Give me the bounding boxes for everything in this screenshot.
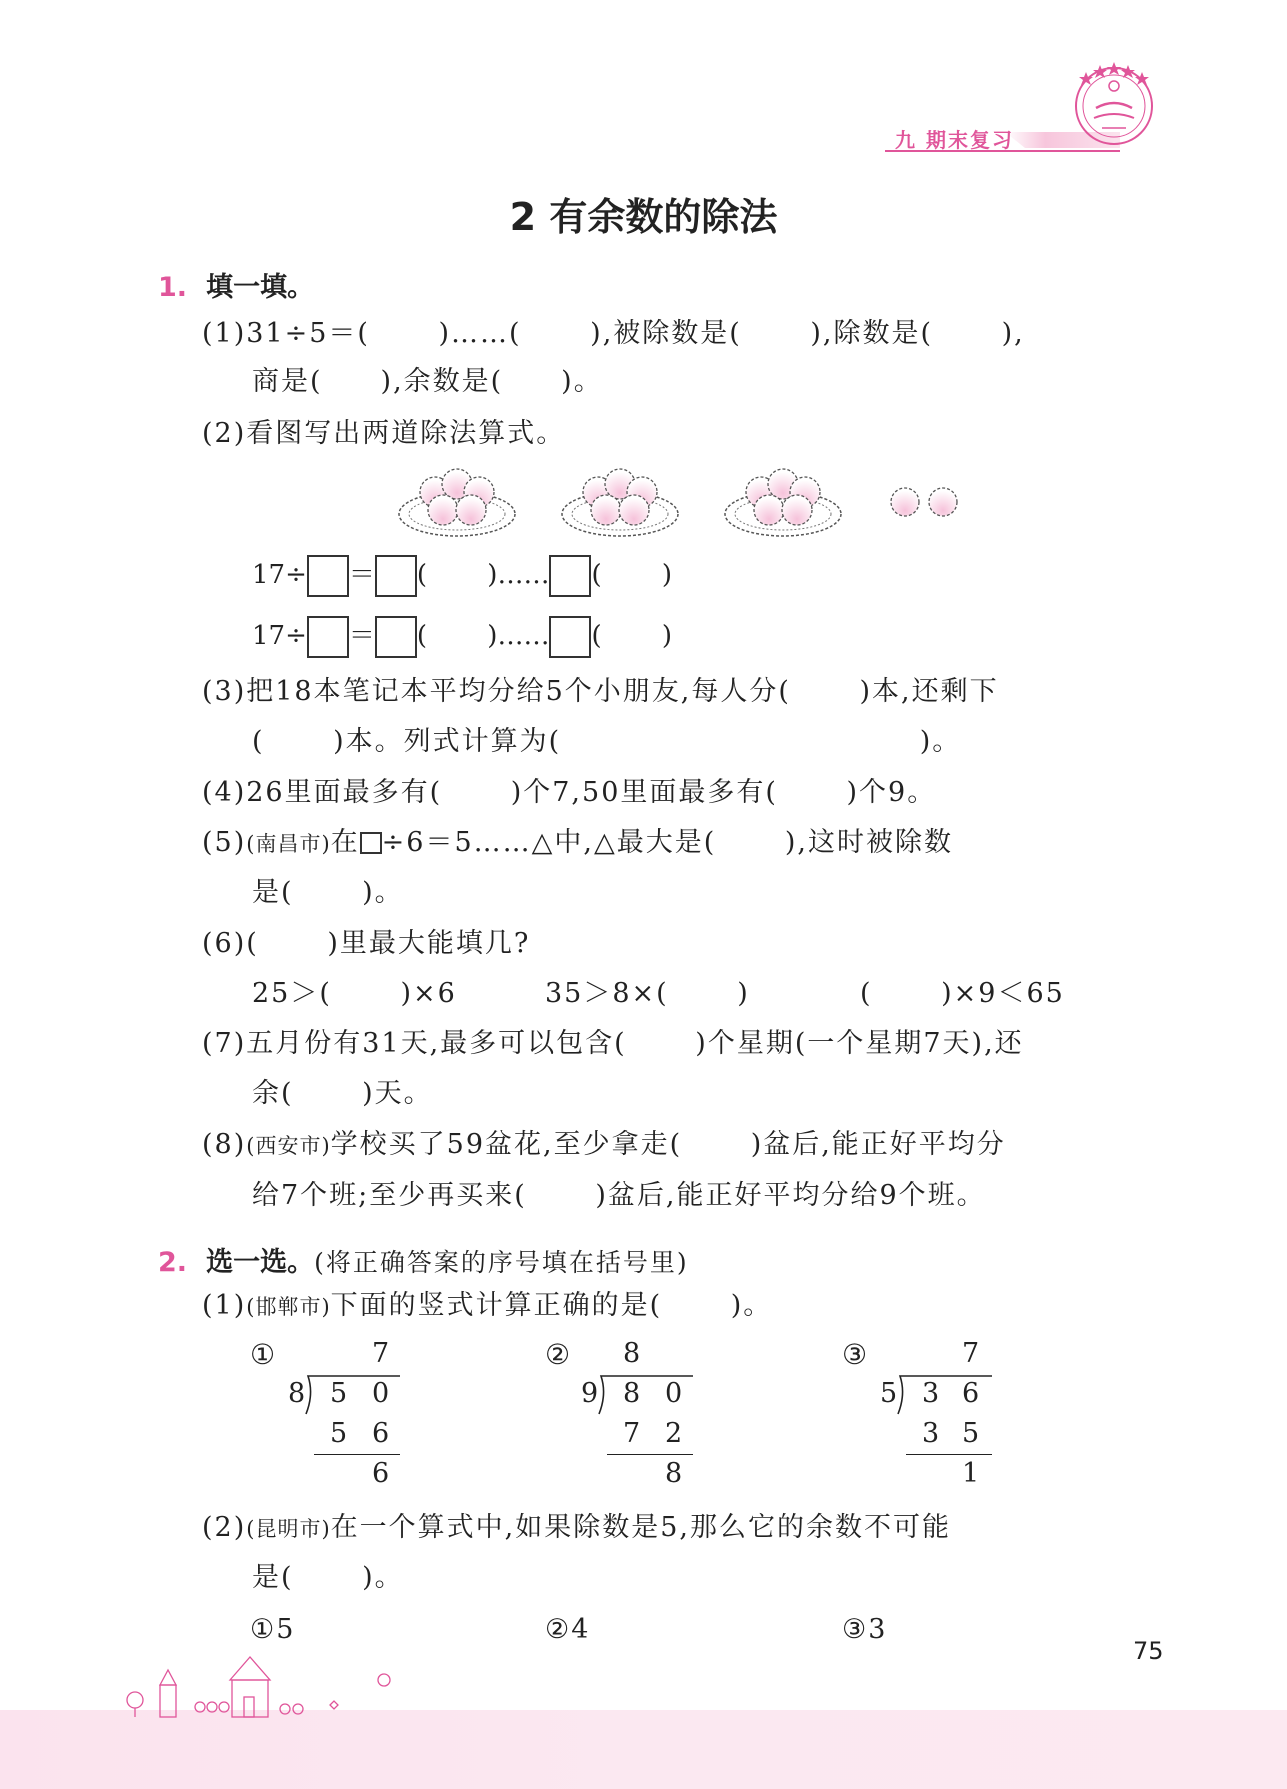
- q1-p8-line1: (8)(西安市)学校买了59盆花,至少拿走( )盆后,能正好平均分: [202, 1129, 1006, 1160]
- q1-p6-item-a: 25＞( )×6: [252, 978, 457, 1009]
- q1-p4-text: (4)26里面最多有( )个7,50里面最多有( )个9。: [202, 777, 937, 808]
- q1-p3-line2: ( )本。列式计算为( )。: [252, 726, 962, 757]
- q2-option-2: ②4: [545, 1614, 591, 1645]
- q2-number: 2.: [158, 1247, 188, 1278]
- long-division-3: ③ 7 5 3 6 3 5 1: [842, 1336, 1062, 1496]
- q1-p3-line1: (3)把18本笔记本平均分给5个小朋友,每人分( )本,还剩下: [202, 676, 999, 707]
- brand-seal-icon: [1072, 58, 1156, 148]
- peach-plates-illustration: [395, 462, 975, 542]
- q1-p1-line1: (1)31÷5＝( )……( ),被除数是( ),除数是( ),: [202, 318, 1025, 349]
- q2-p2-line1: (2)(昆明市)在一个算式中,如果除数是5,那么它的余数不可能: [202, 1512, 951, 1543]
- q1-p8-line2: 给7个班;至少再买来( )盆后,能正好平均分给9个班。: [252, 1180, 986, 1211]
- q2-note: (将正确答案的序号填在括号里): [314, 1248, 689, 1277]
- source-tag: (南昌市): [246, 832, 331, 856]
- q1-p6-item-c: ( )×9＜65: [860, 978, 1065, 1009]
- peach-plate-icon: [725, 469, 841, 536]
- q1-p1-line2: 商是( ),余数是( )。: [252, 366, 603, 397]
- peach-plate-icon: [562, 469, 678, 536]
- source-tag: (昆明市): [246, 1517, 331, 1541]
- long-division-1: ① 7 8 5 0 5 6 6: [250, 1336, 470, 1496]
- chapter-label: 九 期末复习: [895, 128, 1014, 152]
- answer-box[interactable]: [375, 616, 417, 658]
- square-symbol: [360, 832, 382, 854]
- loose-peaches-icon: [891, 488, 957, 516]
- q1-p5-line1: (5)(南昌市)在 ÷6＝5……△中,△最大是( ),这时被除数: [202, 827, 953, 858]
- q1-p7-line1: (7)五月份有31天,最多可以包含( )个星期(一个星期7天),还: [202, 1028, 1024, 1059]
- answer-box[interactable]: [375, 555, 417, 597]
- answer-box[interactable]: [549, 555, 591, 597]
- q2-heading: [158, 1240, 689, 1279]
- source-tag: (邯郸市): [246, 1295, 331, 1319]
- q1-number: 1.: [158, 272, 188, 303]
- page-number: 75: [1133, 1637, 1164, 1665]
- flower-icon: [372, 1670, 396, 1690]
- q2-p1-text: (1)(邯郸市)下面的竖式计算正确的是( )。: [202, 1290, 773, 1321]
- q1-p2-equation-1: 17÷ ＝ ( )…… ( ): [252, 555, 672, 597]
- answer-box[interactable]: [307, 616, 349, 658]
- q1-p2-equation-2: 17÷ ＝ ( )…… ( ): [252, 616, 672, 658]
- q1-p2-text: (2)看图写出两道除法算式。: [202, 418, 566, 449]
- page-title: 2 有余数的除法: [509, 195, 778, 239]
- q1-p5-line2: 是( )。: [252, 877, 404, 908]
- q1-heading: [158, 265, 314, 304]
- q1-title: 填一填。: [206, 272, 315, 303]
- source-tag: (西安市): [246, 1134, 331, 1158]
- q1-p6-text: (6)( )里最大能填几?: [202, 928, 531, 959]
- q1-p7-line2: 余( )天。: [252, 1078, 433, 1109]
- answer-box[interactable]: [307, 555, 349, 597]
- q2-option-1: ①5: [250, 1614, 296, 1645]
- answer-box[interactable]: [549, 616, 591, 658]
- footer-band: [0, 1710, 1287, 1789]
- long-division-options: [250, 1336, 1150, 1496]
- long-division-2: ② 8 9 8 0 7 2 8: [545, 1336, 765, 1496]
- q2-p2-line2: 是( )。: [252, 1562, 404, 1593]
- q2-option-3: ③3: [842, 1614, 888, 1645]
- q2-title: 选一选。: [206, 1247, 315, 1278]
- peach-plate-icon: [399, 469, 515, 536]
- q1-p6-item-b: 35＞8×( ): [545, 978, 750, 1009]
